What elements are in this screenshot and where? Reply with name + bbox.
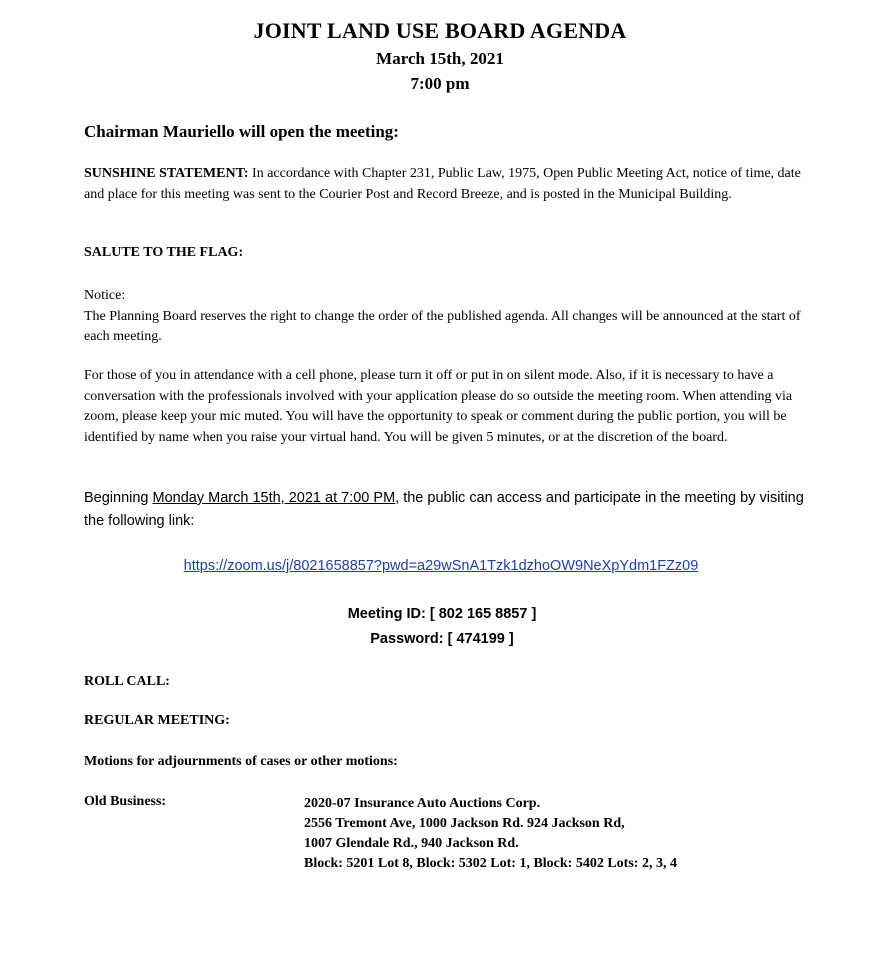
salute-heading: SALUTE TO THE FLAG:	[84, 245, 244, 260]
notice-text: The Planning Board reserves the right to change the order of the published agenda. All changes will be announced at the start of each meeting.	[84, 308, 801, 344]
old-business-line: 1007 Glendale Rd., 940 Jackson Rd.	[304, 836, 519, 851]
zoom-instructions	[84, 487, 824, 533]
old-business-line: 2556 Tremont Ave, 1000 Jackson Rd. 924 Jackson Rd,	[304, 816, 625, 831]
motions-heading: Motions for adjournments of cases or other motions:	[84, 754, 398, 769]
meeting-password: Password: [ 474199 ]	[370, 631, 514, 647]
sunshine-statement	[84, 164, 814, 205]
zoom-link[interactable]: https://zoom.us/j/8021658857?pwd=a29wSnA1Tzk1dzhoOW9NeXpYdm1FZz09	[183, 558, 699, 574]
zoom-prefix: Beginning	[84, 490, 153, 506]
roll-call-heading: ROLL CALL:	[84, 674, 170, 689]
sunshine-text: In accordance with Chapter 231, Public Law, 1975, Open Public Meeting Act, notice of time, date and place for this meeting was sent to the Courier Post and Record Breeze, and is posted in the Municipal Building.	[84, 166, 801, 202]
old-business-line: 2020-07 Insurance Auto Auctions Corp.	[304, 796, 541, 811]
notice-block	[84, 286, 814, 348]
cell-phone-notice: For those of you in attendance with a cell phone, please turn it off or put in on silent mode. Also, if it is necessary to have a conversation with the professionals involved with your application please do so outside the meeting room. When attending via zoom, please keep your mic muted. You will have the opportunity to speak or comment during the public portion, you will be identified by name when you raise your virtual hand. You will be given 5 minutes, or at the discretion of the board.	[84, 368, 793, 445]
old-business-line: Block: 5201 Lot 8, Block: 5302 Lot: 1, Block: 5402 Lots: 2, 3, 4	[304, 856, 677, 871]
regular-meeting-heading: REGULAR MEETING:	[84, 713, 230, 728]
sunshine-label: SUNSHINE STATEMENT:	[84, 166, 249, 181]
old-business-label: Old Business:	[84, 794, 167, 809]
old-business-details	[304, 794, 677, 874]
zoom-date-time: Monday March 15th, 2021 at 7:00 PM	[152, 490, 396, 506]
open-meeting-heading: Chairman Mauriello will open the meeting:	[84, 122, 399, 141]
meeting-date: March 15th, 2021	[376, 49, 504, 68]
page-title: JOINT LAND USE BOARD AGENDA	[253, 18, 627, 43]
zoom-suffix: , the public can access and participate in the meeting by visiting the following link:	[84, 490, 804, 529]
meeting-time: 7:00 pm	[410, 74, 470, 93]
notice-label: Notice:	[84, 288, 126, 303]
meeting-id: Meeting ID: [ 802 165 8857 ]	[347, 606, 537, 622]
